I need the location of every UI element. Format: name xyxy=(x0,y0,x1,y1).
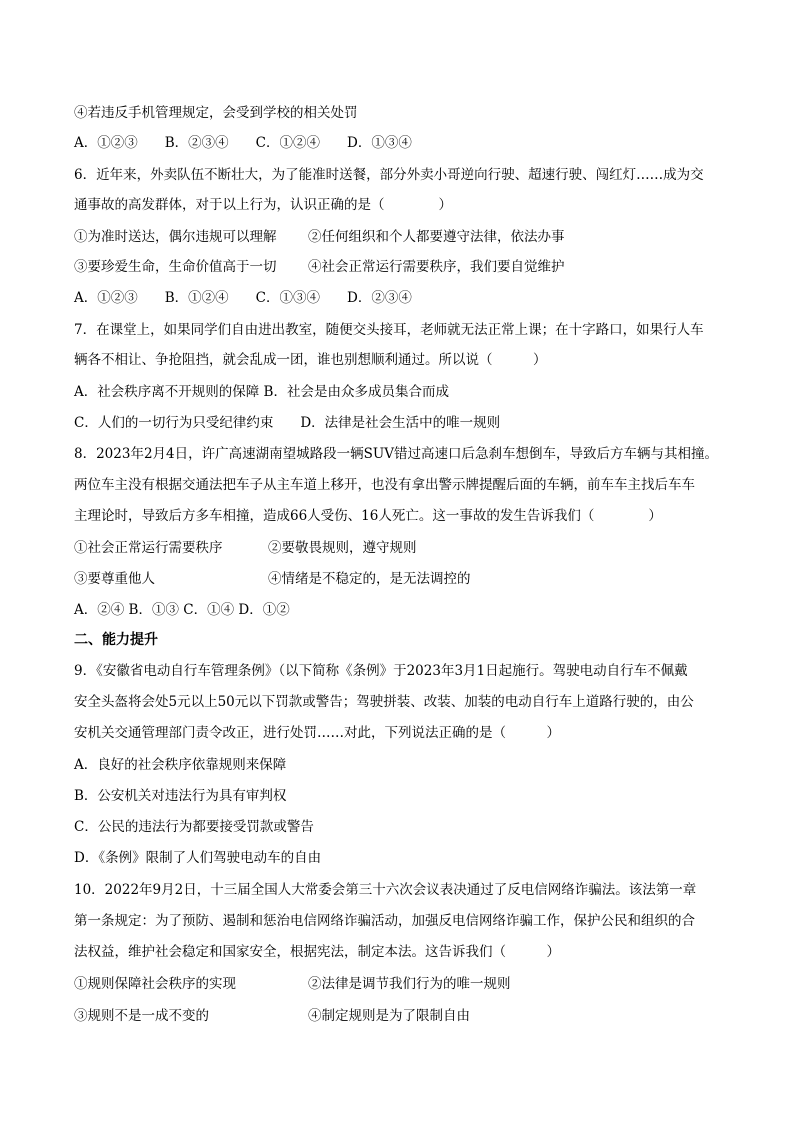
question-8-text-cont2: 主理论时，导致后方多车相撞，造成66人受伤、16人死亡。这一事故的发生告诉我们（ ） xyxy=(74,508,662,524)
q8-statement-3: ③要尊重他人 xyxy=(74,571,155,587)
answer-choices-q5: A．①②③ B．②③④ C．①②④ D．①③④ xyxy=(74,135,412,151)
q10-statement-2: ②法律是调节我们行为的唯一规则 xyxy=(308,976,511,992)
question-10-text-cont1: 第一条规定：为了预防、遏制和惩治电信网络诈骗活动，加强反电信网络诈骗工作，保护公民和组织的合 xyxy=(74,913,695,929)
q8-statement-4: ④情绪是不稳定的，是无法调控的 xyxy=(268,571,471,587)
question-6-text-cont: 通事故的高发群体，对于以上行为，认识正确的是（ ） xyxy=(74,197,452,213)
q10-statement-4: ④制定规则是为了限制自由 xyxy=(308,1008,470,1024)
section-heading-ability: 二、能力提升 xyxy=(74,632,158,648)
q9-choice-a: A．良好的社会秩序依靠规则来保障 xyxy=(74,757,287,773)
q10-statement-3: ③规则不是一成不变的 xyxy=(74,1008,209,1024)
answer-choices-q8: A．②④ B．①③ C．①④ D．①② xyxy=(74,602,290,618)
question-10-text: 10．2022年9月2日，十三届全国人大常委会第三十六次会议表决通过了反电信网络诈骗法。该法第一章 xyxy=(74,882,697,898)
option-statement-4: ④若违反手机管理规定，会受到学校的相关处罚 xyxy=(74,105,358,121)
question-8-text-cont1: 两位车主没有根据交通法把车子从主车道上移开，也没有拿出警示牌提醒后面的车辆，前车车主找后车车 xyxy=(74,477,695,493)
question-10-text-cont2: 法权益，维护社会稳定和国家安全，根据宪法，制定本法。这告诉我们（ ） xyxy=(74,944,560,960)
q7-choices-cd: C．人们的一切行为只受纪律约束 D．法律是社会生活中的唯一规则 xyxy=(74,415,501,431)
question-9-text-cont2: 安机关交通管理部门责令改正，进行处罚……对此，下列说法正确的是（ ） xyxy=(74,725,560,741)
q9-choice-d: D．《条例》限制了人们驾驶电动车的自由 xyxy=(74,850,322,866)
q6-statement-2: ②任何组织和个人都要遵守法律，依法办事 xyxy=(308,229,565,245)
q6-statement-1: ①为准时送达，偶尔违规可以理解 xyxy=(74,229,277,245)
question-7-text-cont: 辆各不相让、争抢阻挡，就会乱成一团，谁也别想顺利通过。所以说（ ） xyxy=(74,352,547,368)
answer-choices-q6: A．①②③ B．①②④ C．①③④ D．②③④ xyxy=(74,290,412,306)
q6-statement-3: ③要珍爱生命，生命价值高于一切 xyxy=(74,259,277,275)
q6-statement-4: ④社会正常运行需要秩序，我们要自觉维护 xyxy=(308,259,565,275)
question-9-text-cont1: 安全头盔将会处5元以上50元以下罚款或警告；驾驶拼装、改装、加装的电动自行车上道路行驶的，由公 xyxy=(74,694,694,710)
q9-choice-c: C．公民的违法行为都要接受罚款或警告 xyxy=(74,819,314,835)
q8-statement-1: ①社会正常运行需要秩序 xyxy=(74,540,223,556)
question-6-text: 6．近年来，外卖队伍不断壮大，为了能准时送餐，部分外卖小哥逆向行驶、超速行驶、闯红灯……成为交 xyxy=(74,167,704,183)
question-8-text: 8．2023年2月4日，许广高速湖南望城路段一辆SUV错过高速口后急刹车想倒车，导致后方车辆与其相撞。 xyxy=(74,446,718,462)
q7-choices-ab: A．社会秩序离不开规则的保障 B．社会是由众多成员集合而成 xyxy=(74,384,449,400)
q8-statement-2: ②要敬畏规则，遵守规则 xyxy=(268,540,417,556)
question-9-text: 9．《安徽省电动自行车管理条例》（以下简称《条例》于2023年3月1日起施行。驾驶电动自行车不佩戴 xyxy=(74,663,688,679)
q10-statement-1: ①规则保障社会秩序的实现 xyxy=(74,976,236,992)
question-7-text: 7．在课堂上，如果同学们自由进出教室，随便交头接耳，老师就无法正常上课；在十字路口，如果行人车 xyxy=(74,322,704,338)
q9-choice-b: B．公安机关对违法行为具有审判权 xyxy=(74,788,287,804)
